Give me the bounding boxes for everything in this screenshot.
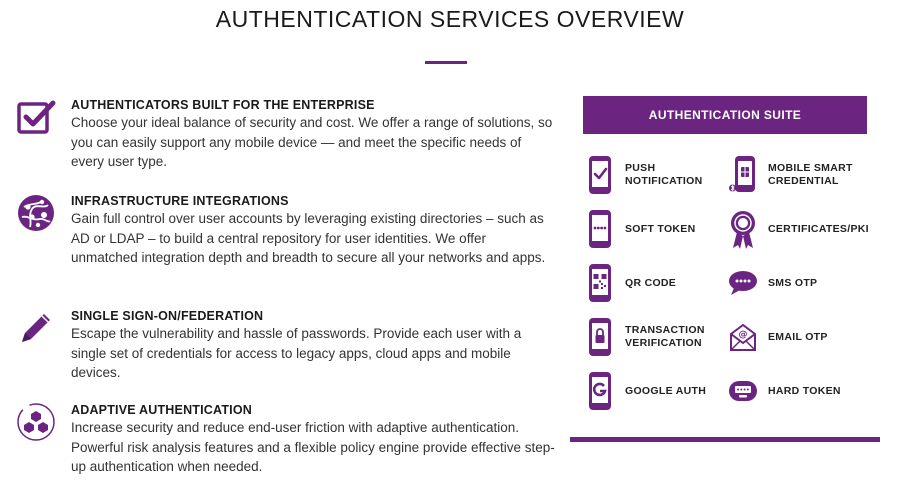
suite-item-qr-code <box>585 261 676 305</box>
phone-lock-icon <box>585 316 615 358</box>
phone-check-icon <box>585 154 615 196</box>
feature-description: Escape the vulnerability and hassle of passwords. Provide each user with a single set of credentials for access to legacy apps, cloud apps and mobile devices. <box>71 326 522 380</box>
suite-item-sms-otp <box>728 261 817 305</box>
suite-item-label: PUSH NOTIFICATION <box>625 162 703 187</box>
page-title: AUTHENTICATION SERVICES OVERVIEW <box>215 6 685 32</box>
title-divider <box>425 61 467 64</box>
suite-item-label: SOFT TOKEN <box>625 222 696 235</box>
feature-title: AUTHENTICATORS BUILT FOR THE ENTERPRISE <box>71 98 375 112</box>
suite-item-google-auth <box>585 369 706 413</box>
feature-title: INFRASTRUCTURE INTEGRATIONS <box>71 194 289 208</box>
chat-bubble-icon <box>728 262 758 304</box>
suite-footer-bar <box>570 437 880 442</box>
pencil-icon <box>16 308 56 348</box>
suite-item-mobile-smart-credential <box>728 153 853 197</box>
suite-item-certificates-pki <box>728 207 869 251</box>
suite-item-transaction-verification <box>585 315 705 359</box>
suite-item-email-otp <box>728 315 828 359</box>
suite-item-label: QR CODE <box>625 276 677 289</box>
feature-title: SINGLE SIGN-ON/FEDERATION <box>71 309 264 323</box>
suite-item-hard-token <box>728 369 841 413</box>
certificate-ribbon-icon <box>728 208 758 250</box>
suite-item-label: EMAIL OTP <box>768 330 828 343</box>
feature-description: Increase security and reduce end-user friction with adaptive authentication. Powerful risk analysis features and a flexible policy engine provide effective step-up authentication when needed. <box>71 420 555 474</box>
suite-item-label: MOBILE SMART CREDENTIAL <box>768 162 853 187</box>
checkbox-check-icon <box>16 97 56 137</box>
suite-item-label: GOOGLE AUTH <box>625 384 707 397</box>
hardware-token-icon <box>728 370 758 412</box>
feature-title: ADAPTIVE AUTHENTICATION <box>71 403 252 417</box>
envelope-at-icon <box>728 316 758 358</box>
suite-item-label: HARD TOKEN <box>768 384 841 397</box>
suite-item-soft-token <box>585 207 695 251</box>
phone-qr-icon <box>585 262 615 304</box>
suite-item-label: SMS OTP <box>768 276 818 289</box>
svg-text:@: @ <box>738 330 748 340</box>
suite-item-label: CERTIFICATES/PKI <box>768 222 869 235</box>
hexagon-cycle-icon <box>16 402 56 442</box>
phone-chip-bluetooth-icon <box>728 154 758 196</box>
phone-dots-icon <box>585 208 615 250</box>
suite-header: AUTHENTICATION SUITE <box>583 96 867 134</box>
feature-description: Gain full control over user accounts by leveraging existing directories – such as AD or LDAP – to build a central repository for user identities. We offer unmatched integration depth and breadth to secure all your networks and apps. <box>71 211 546 265</box>
phone-google-icon <box>585 370 615 412</box>
suite-item-label: TRANSACTION VERIFICATION <box>625 324 705 349</box>
feature-description: Choose your ideal balance of security and cost. We offer a range of solutions, so you can easily support any mobile device — and meet the specific needs of every user type. <box>71 115 553 169</box>
globe-network-icon <box>16 193 56 233</box>
suite-item-push-notification <box>585 153 702 197</box>
